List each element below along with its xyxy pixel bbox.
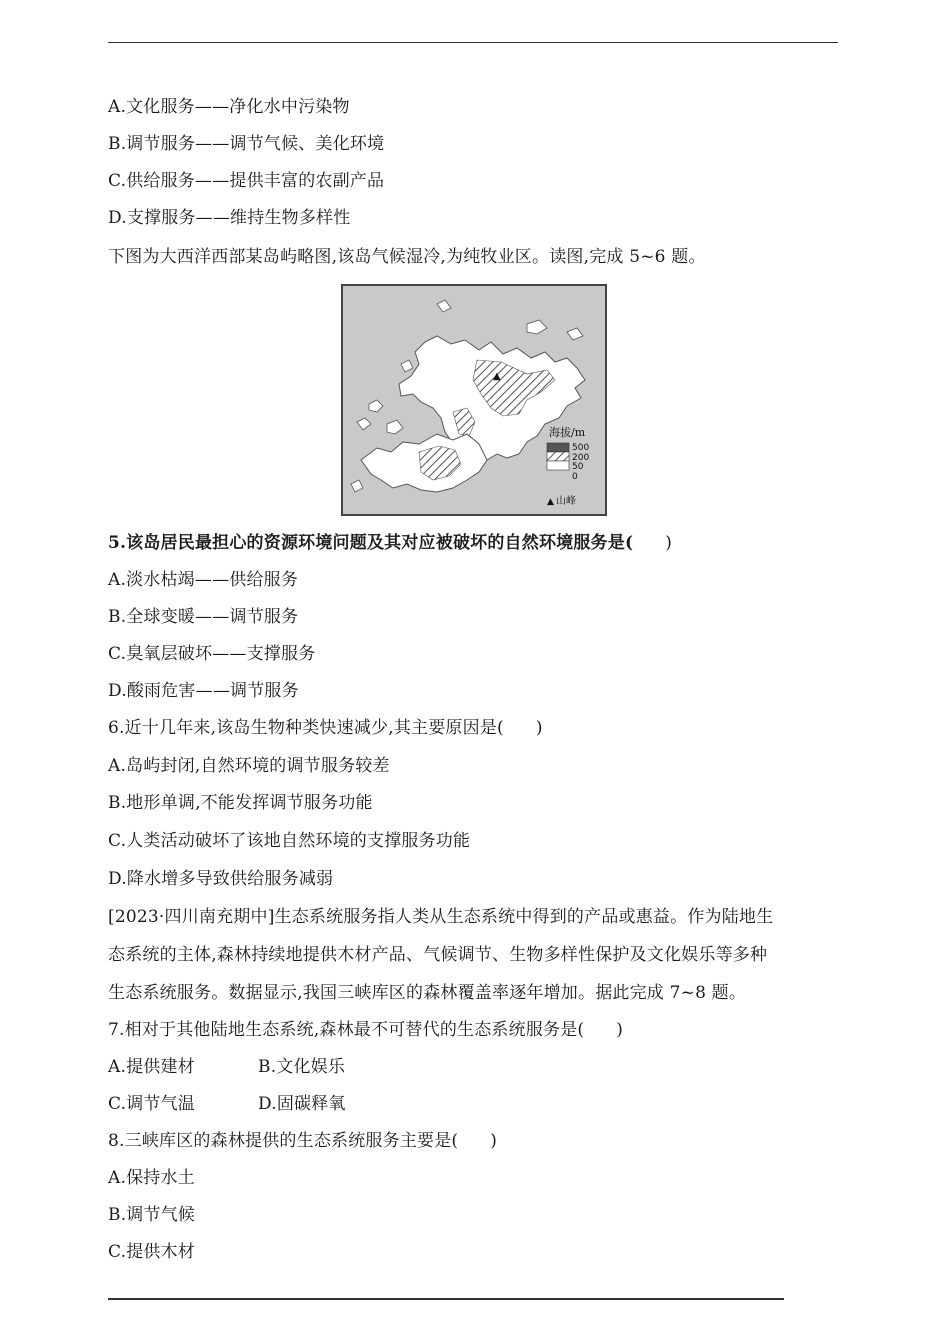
intro-7-8-line-1: [2023·四川南充期中]生态系统服务指人类从生态系统中得到的产品或惠益。作为陆地生 [108,907,774,927]
peak-marker: ▲ [493,371,501,382]
legend-label-500: 500 [572,443,590,453]
q6-option-c: C.人类活动破坏了该地自然环境的支撑服务功能 [108,831,471,851]
legend-label-50: 50 [572,462,584,472]
q7-option-a: A.提供建材 [108,1057,195,1077]
legend-label-0: 0 [572,472,578,482]
q5-close-paren: ) [665,533,673,553]
q7-options-row-1 [108,1056,346,1078]
q7-options-row-2 [108,1093,346,1115]
option-a: A.文化服务——净化水中污染物 [108,97,350,117]
q8-option-c: C.提供木材 [108,1242,196,1262]
legend-peak-symbol: ▲ [547,497,554,507]
q5-option-a: A.淡水枯竭——供给服务 [108,570,299,590]
option-b: B.调节服务——调节气候、美化环境 [108,134,385,154]
q7-close-paren: ) [616,1020,624,1040]
intro-5-6: 下图为大西洋西部某岛屿略图,该岛气候湿冷,为纯牧业区。读图,完成 5~6 题。 [108,247,706,267]
question-5-stem [108,532,672,554]
q8-stem-text: 8.三峡库区的森林提供的生态系统服务主要是( [108,1131,459,1151]
q6-stem-text: 6.近十几年来,该岛生物种类快速减少,其主要原因是( [108,718,504,738]
q8-option-b: B.调节气候 [108,1205,196,1225]
question-7-stem [108,1019,623,1041]
intro-7-8-line-3: 生态系统服务。数据显示,我国三峡库区的森林覆盖率逐年增加。据此完成 7~8 题。 [108,983,747,1003]
legend-swatch-500 [547,443,569,452]
question-8-stem [108,1130,497,1152]
q8-option-a: A.保持水土 [108,1168,195,1188]
question-6-stem [108,717,543,739]
legend-peak-label: 山峰 [556,496,576,507]
option-c: C.供给服务——提供丰富的农副产品 [108,171,385,191]
q6-close-paren: ) [535,718,543,738]
legend-swatch-200 [547,452,569,461]
q6-option-a: A.岛屿封闭,自然环境的调节服务较差 [108,756,390,776]
legend-label-200: 200 [572,453,590,463]
q7-option-c: C.调节气温 [108,1094,196,1114]
q5-option-d: D.酸雨危害——调节服务 [108,681,299,701]
q7-stem-text: 7.相对于其他陆地生态系统,森林最不可替代的生态系统服务是( [108,1020,585,1040]
option-d: D.支撑服务——维持生物多样性 [108,208,351,228]
footer-rule [108,1298,784,1300]
q8-close-paren: ) [490,1131,498,1151]
q5-option-b: B.全球变暖——调节服务 [108,607,299,627]
q6-option-b: B.地形单调,不能发挥调节服务功能 [108,793,373,813]
q7-option-d: D.固碳释氧 [258,1094,346,1114]
legend-title: 海拔/m [549,426,586,439]
q7-option-b: B.文化娱乐 [258,1057,346,1077]
q6-option-d: D.降水增多导致供给服务减弱 [108,869,334,889]
q5-option-c: C.臭氧层破坏——支撑服务 [108,644,316,664]
intro-7-8-line-2: 态系统的主体,森林持续地提供木材产品、气候调节、生物多样性保护及文化娱乐等多种 [108,945,768,965]
header-rule [108,42,838,43]
island-map-figure [341,284,607,516]
q5-stem-text: 5.该岛居民最担心的资源环境问题及其对应被破坏的自然环境服务是( [108,533,634,553]
legend-swatch-50 [547,461,569,470]
